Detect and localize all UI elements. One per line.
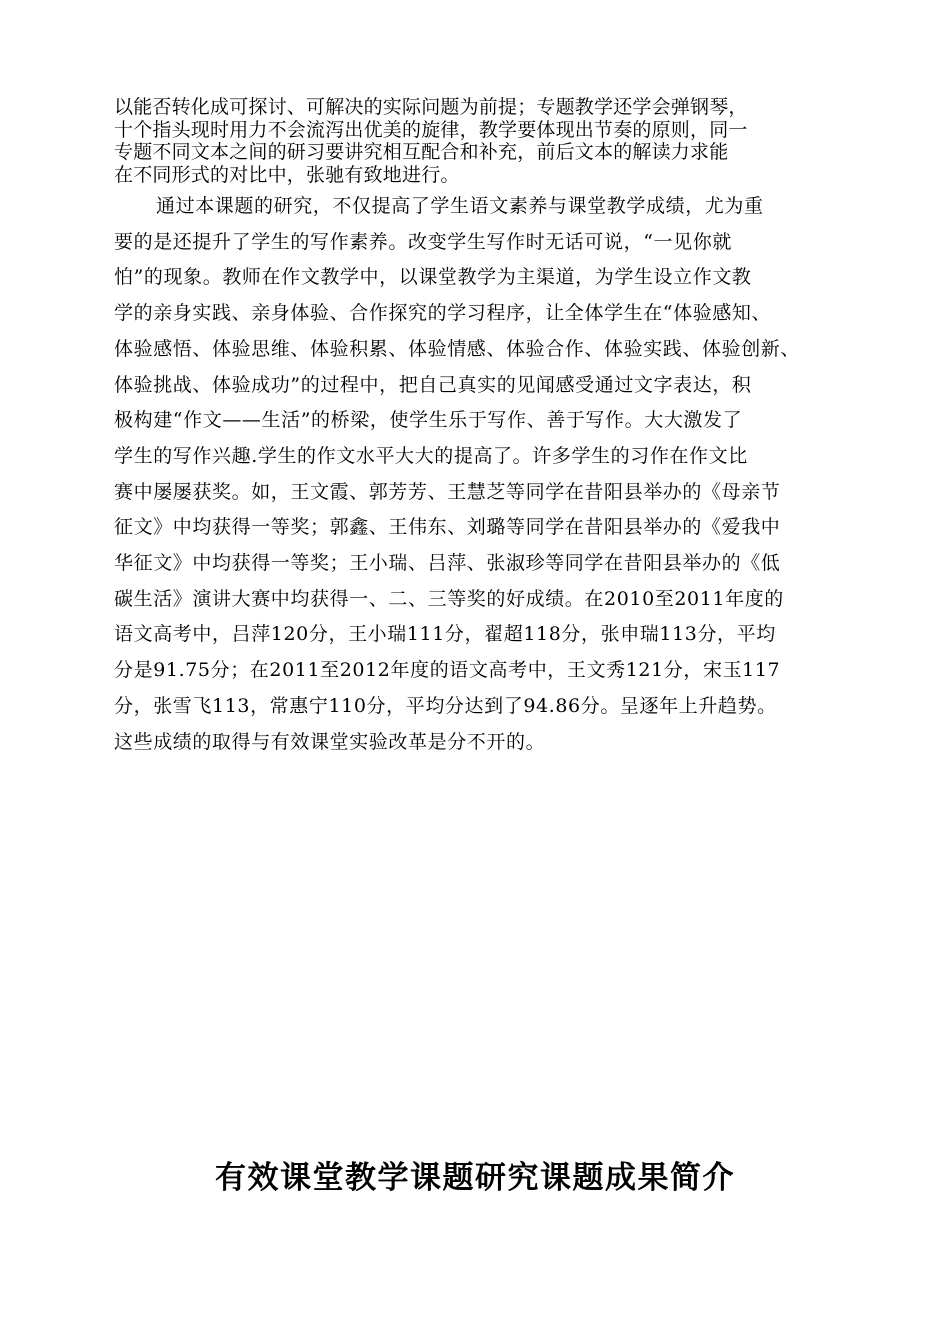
- text-line: 专题不同文本之间的研习要讲究相互配合和补充，前后文本的解读力求能: [114, 141, 729, 163]
- text-line: 怕”的现象。教师在作文教学中，以课堂教学为主渠道，为学生设立作文教: [114, 266, 752, 289]
- text-line: 这些成绩的取得与有效课堂实验改革是分不开的。: [114, 730, 546, 753]
- text-line: 学生的写作兴趣.学生的作文水平大大的提高了。许多学生的习作在作文比: [114, 444, 748, 467]
- text-line: 体验感悟、体验思维、体验积累、体验情感、体验合作、体验实践、体验创新、: [114, 337, 801, 360]
- text-line: 在不同形式的对比中，张驰有致地进行。: [114, 163, 460, 186]
- intro-paragraph: [114, 96, 838, 186]
- text-line: 语文高考中，吕萍120分，王小瑞111分，翟超118分，张申瑞113分，平均: [114, 623, 776, 646]
- text-line: 通过本课题的研究，不仅提高了学生语文素养与课堂教学成绩，尤为重: [156, 195, 764, 217]
- text-line: 以能否转化成可探讨、可解决的实际问题为前提；专题教学还学会弹钢琴，: [114, 96, 748, 118]
- text-line: 分是91.75分；在2011至2012年度的语文高考中，王文秀121分，宋玉117: [114, 659, 781, 682]
- text-line: 十个指头现时用力不会流泻出优美的旋律，教学要体现出节奏的原则，同一: [114, 118, 748, 141]
- text-line: 征文》中均获得一等奖；郭鑫、王伟东、刘璐等同学在昔阳县举办的《爱我中: [114, 516, 781, 539]
- text-line: 赛中屡屡获奖。如，王文霞、郭芳芳、王慧芝等同学在昔阳县举办的《母亲节: [114, 480, 781, 503]
- section-heading: 有效课堂教学课题研究课题成果简介: [215, 1160, 735, 1196]
- text-line: 体验挑战、体验成功”的过程中，把自己真实的见闻感受通过文字表达，积: [114, 373, 752, 396]
- text-line: 华征文》中均获得一等奖；王小瑞、吕萍、张淑珍等同学在昔阳县举办的《低: [114, 552, 781, 575]
- body-paragraph: [114, 189, 838, 760]
- text-line: 分，张雪飞113，常惠宁110分，平均分达到了94.86分。呈逐年上升趋势。: [114, 694, 777, 717]
- text-line: 极构建“作文——生活”的桥梁，使学生乐于写作、善于写作。大大激发了: [114, 409, 743, 432]
- text-line: 学的亲身实践、亲身体验、合作探究的学习程序，让全体学生在“体验感知、: [114, 302, 772, 325]
- text-line: 碳生活》演讲大赛中均获得一、二、三等奖的好成绩。在2010至2011年度的: [114, 587, 784, 610]
- text-line: 要的是还提升了学生的写作素养。改变学生写作时无话可说，“一见你就: [114, 230, 732, 253]
